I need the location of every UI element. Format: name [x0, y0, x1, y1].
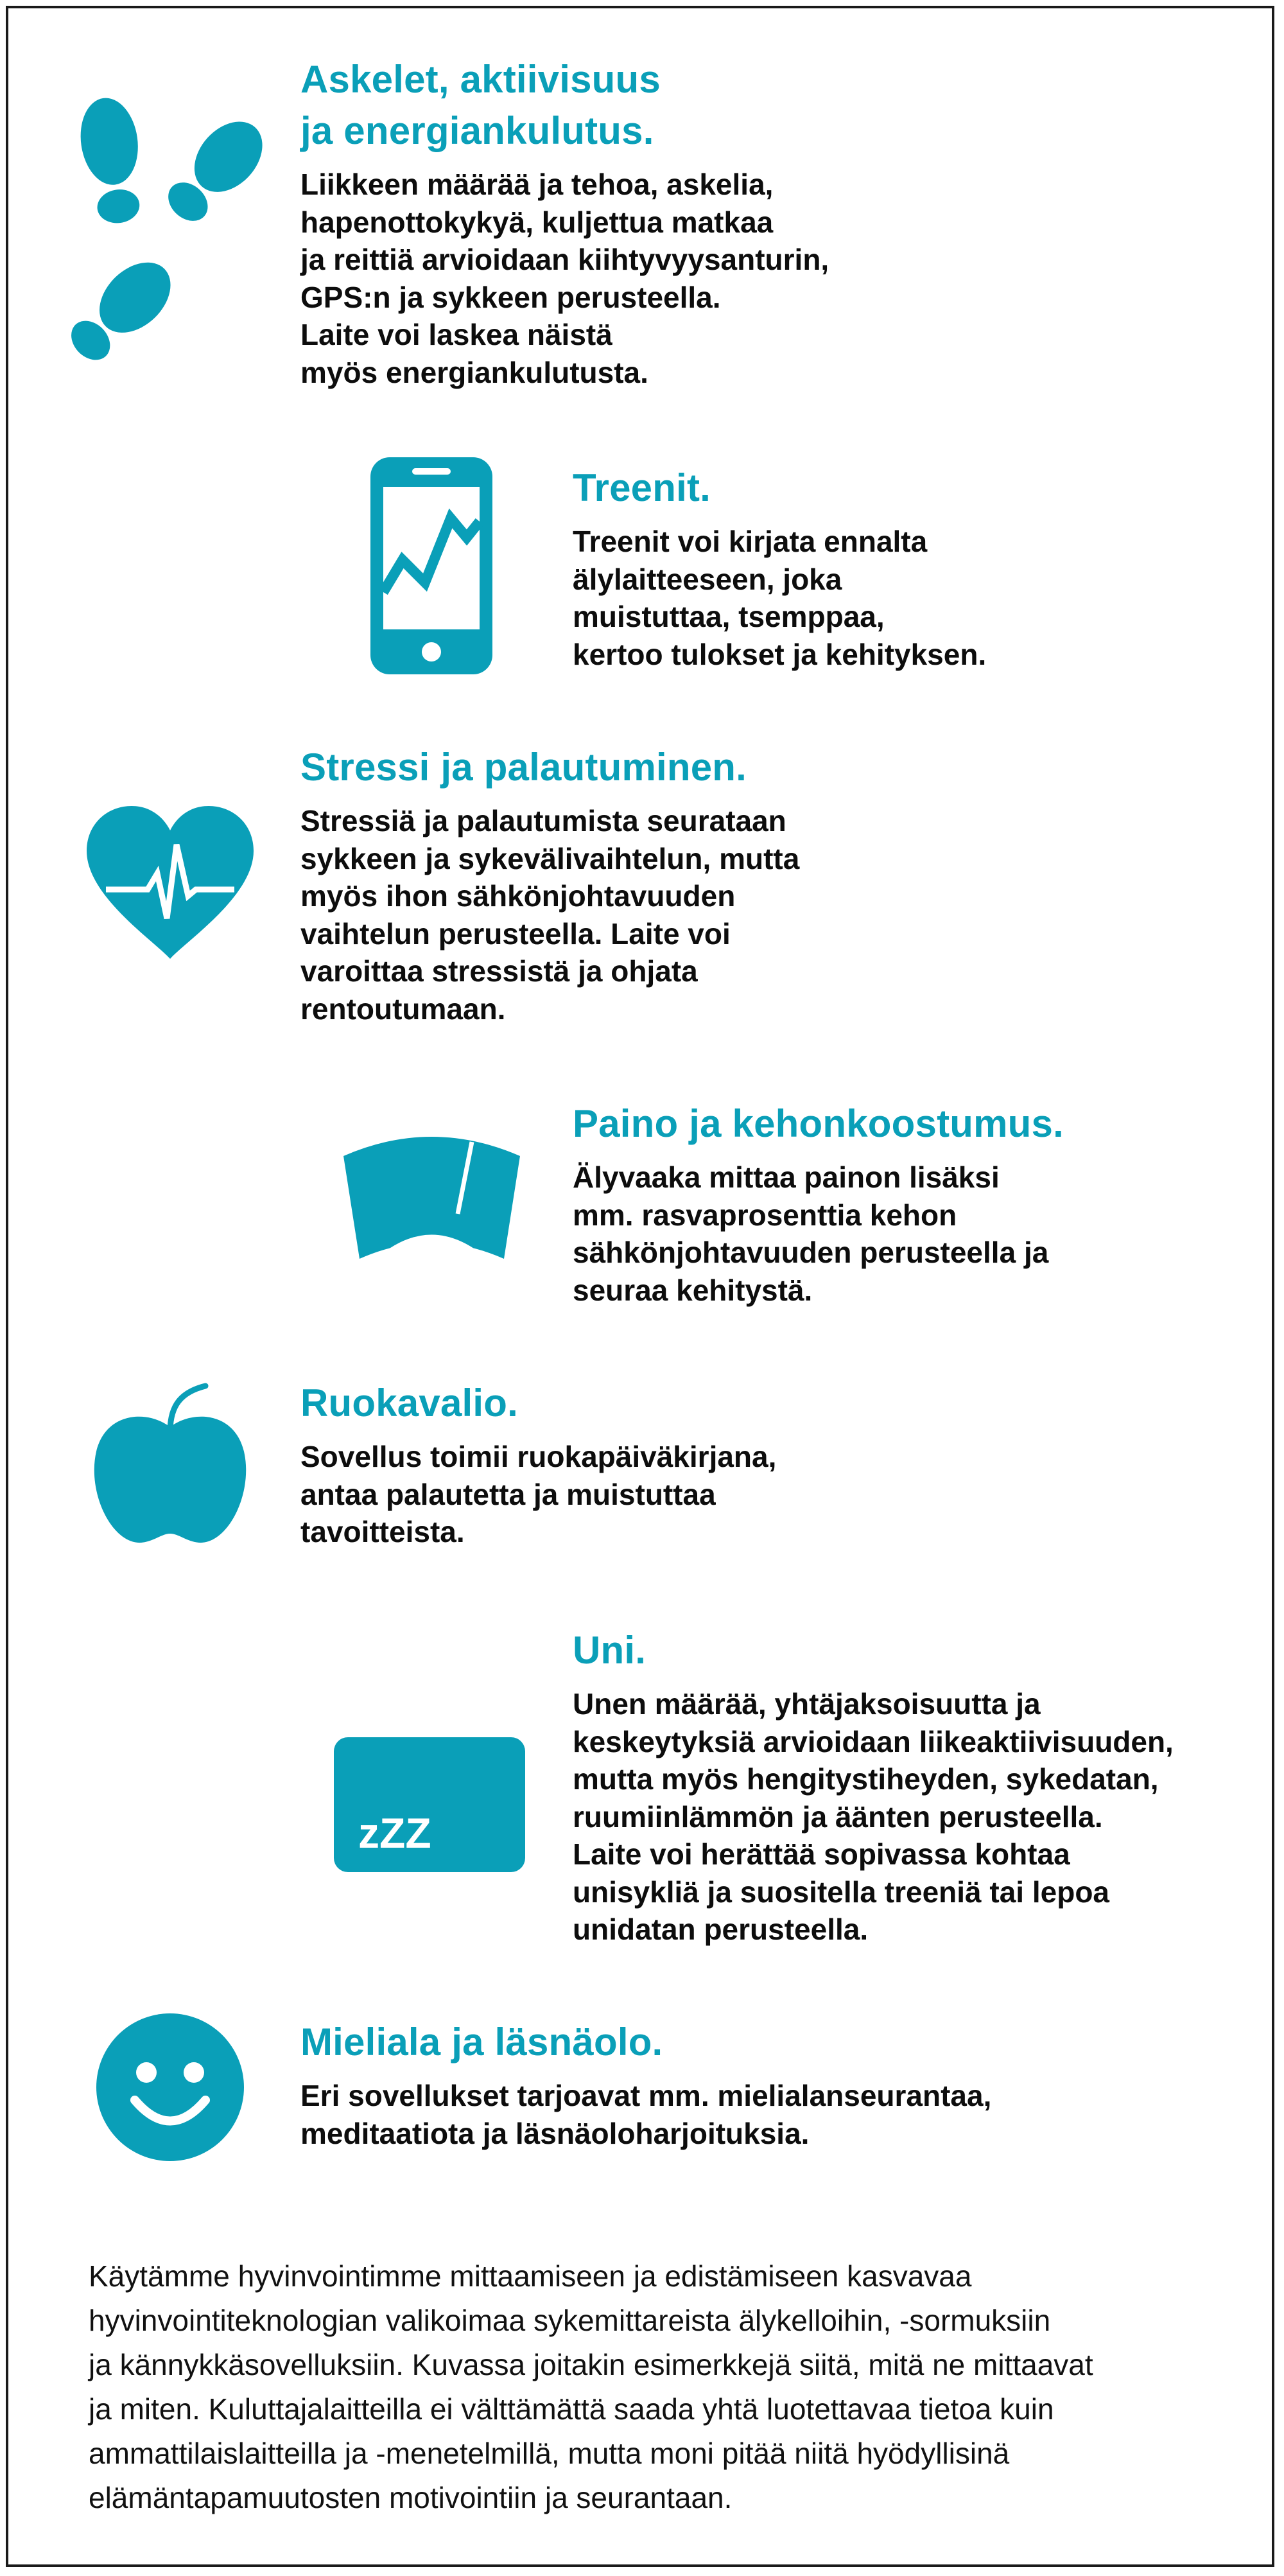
section-title: Ruokavalio. [300, 1381, 518, 1424]
section-body: Unen määrää, yhtäjaksoisuutta ja keskeytyksiä arvioidaan liikeaktiivisuuden, mutta myös hengitystiheyden, sykedatan, ruumiinlämmön ja äänten perusteella. Laite voi herättää sopivassa kohtaa unisykliä ja suositella treeniä tai lepoa unidatan perusteella. [573, 1687, 1174, 1946]
section-body: Sovellus toimii ruokapäiväkirjana, antaa palautetta ja muistuttaa tavoitteista. [300, 1440, 777, 1548]
section-stress [300, 742, 799, 1028]
smartphone-chart-icon [370, 457, 492, 674]
section-title: Mieliala ja läsnäolo. [300, 2020, 663, 2063]
section-body: Eri sovellukset tarjoavat mm. mielialanseurantaa, meditaatiota ja läsnäoloharjoituksia. [300, 2079, 992, 2150]
section-weight [573, 1098, 1064, 1309]
section-activity [300, 54, 829, 391]
section-sleep [573, 1625, 1174, 1949]
section-title: Stressi ja palautuminen. [300, 746, 747, 789]
scale-icon [343, 1130, 520, 1265]
section-body: Älyvaaka mittaa painon lisäksi mm. rasvaprosenttia kehon sähkönjohtavuuden perusteella ja seuraa kehitystä. [573, 1161, 1049, 1307]
section-title: Paino ja kehonkoostumus. [573, 1102, 1064, 1145]
section-mood [300, 2017, 991, 2152]
svg-text:zZZ: zZZ [358, 1809, 431, 1857]
apple-icon [90, 1381, 250, 1546]
section-diet [300, 1378, 776, 1551]
smiley-icon [96, 2013, 244, 2161]
footer-paragraph: Käytämme hyvinvointimme mittaamiseen ja edistämiseen kasvavaa hyvinvointiteknologian valikoimaa sykemittareista älykelloihin, -sormuksiin ja kännykkäsovelluksiin. Kuvassa joitakin esimerkkejä siitä, mitä ne mittaavat ja miten. Kuluttajalaitteilla ei välttämättä saada yhtä luotettavaa tietoa kuin ammattilaislaitteilla ja -menetelmillä, mutta moni pitää niitä hyödyllisinä elämäntapamuutosten motivointiin ja seurantaan. [89, 2259, 1093, 2514]
section-body: Stressiä ja palautumista seurataan sykkeen ja sykevälivaihtelun, mutta myös ihon sähkönjohtavuuden vaihtelun perusteella. Laite voi varoittaa stressistä ja ohjata rentoutumaan. [300, 804, 800, 1026]
section-title: Askelet, aktiivisuus ja energiankulutus. [300, 58, 661, 152]
footprints-icon [67, 90, 279, 372]
section-body: Liikkeen määrää ja tehoa, askelia, hapenottokykyä, kuljettua matkaa ja reittiä arvioidaan kiihtyvyysanturin, GPS:n ja sykkeen perusteella. Laite voi laskea näistä myös energiankulutusta. [300, 168, 829, 389]
section-body: Treenit voi kirjata ennalta älylaitteeseen, joka muistuttaa, tsemppaa, kertoo tulokset ja kehityksen. [573, 525, 987, 671]
section-workouts [573, 462, 986, 673]
sleep-zzz-icon [334, 1737, 525, 1872]
heart-pulse-icon [87, 806, 254, 960]
section-title: Uni. [573, 1629, 646, 1672]
section-title: Treenit. [573, 466, 711, 509]
